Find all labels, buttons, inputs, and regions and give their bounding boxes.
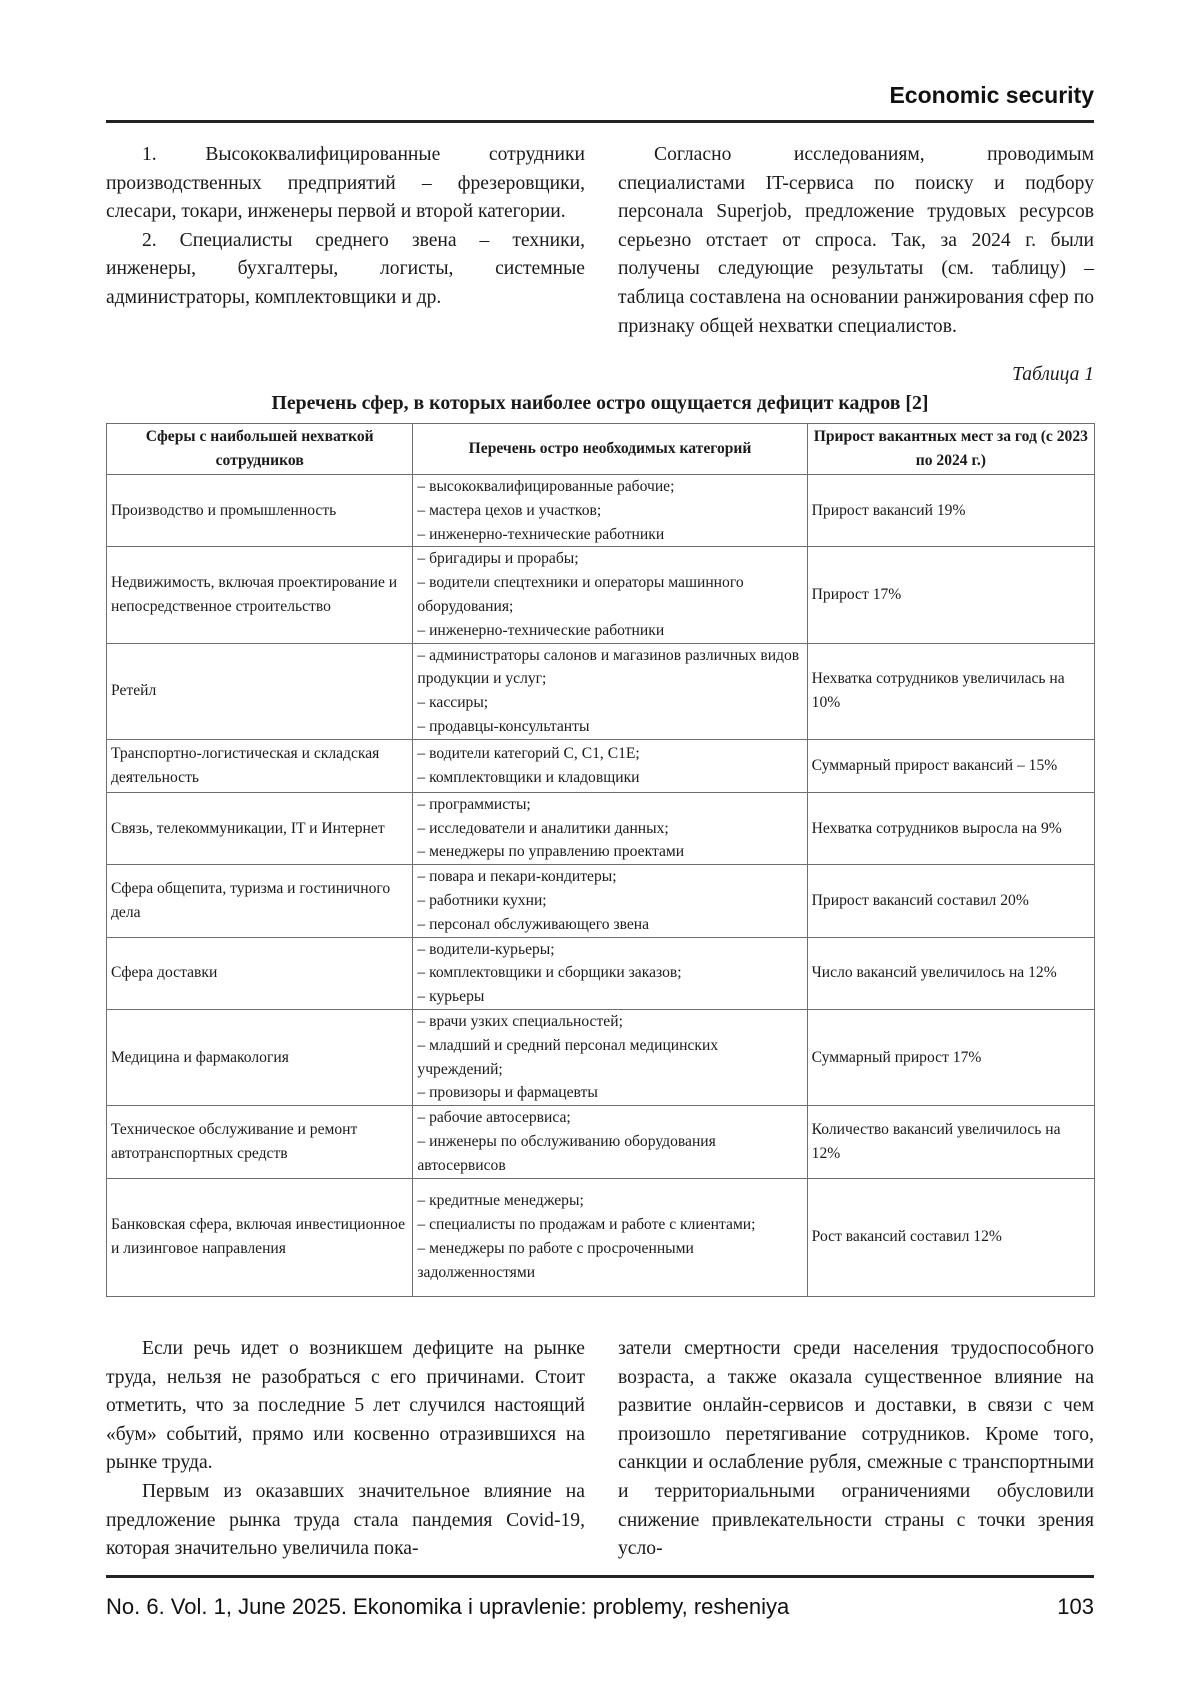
intro-right-column: [618, 141, 1094, 341]
body-right-column: [618, 1335, 1094, 1564]
cell-categories: [413, 1178, 807, 1296]
cell-sphere: Медицина и фармакология: [107, 1009, 413, 1105]
category-item: – кассиры;: [417, 694, 489, 712]
cell-categories: [413, 1106, 807, 1178]
category-item: – бригадиры и прорабы;: [417, 550, 579, 568]
cell-sphere: Транспортно-логистическая и складская деятельность: [107, 739, 413, 792]
category-item: – продавцы-консультанты: [417, 717, 590, 735]
cell-growth: Суммарный прирост вакансий – 15%: [807, 739, 1094, 792]
cell-sphere: Производство и промышленность: [107, 475, 413, 547]
paragraph: Если речь идет о возникшем дефиците на рынке труда, нельзя не разобраться с его причинами. Стоит отметить, что за последние 5 лет случился настоящий «бум» событий, прямо или косвенно отразившихся на рынке труда.: [106, 1338, 585, 1474]
cell-sphere: Связь, телекоммуникации, IT и Интернет: [107, 792, 413, 864]
category-item: – мастера цехов и участков;: [417, 501, 602, 519]
cell-categories: [413, 792, 807, 864]
cell-sphere: Сфера доставки: [107, 937, 413, 1009]
cell-growth: Нехватка сотрудников увеличилась на 10%: [807, 643, 1094, 739]
paragraph: 1. Высококвалифицированные сотрудники производственных предприятий – фрезеровщики, слесари, токари, инженеры первой и второй категории.: [106, 144, 585, 223]
category-item: – инженеры по обслуживанию оборудования автосервисов: [417, 1132, 716, 1174]
cell-categories: [413, 1009, 807, 1105]
cell-sphere: Банковская сфера, включая инвестиционное и лизинговое направления: [107, 1178, 413, 1296]
category-item: – провизоры и фармацевты: [417, 1084, 598, 1102]
cell-sphere: Сфера общепита, туризма и гостиничного дела: [107, 865, 413, 937]
paragraph: 2. Специалисты среднего звена – техники, инженеры, бухгалтеры, логисты, системные администраторы, комплектовщики и др.: [106, 229, 585, 308]
intro-left-column: [106, 141, 585, 313]
table-title: Перечень сфер, в которых наиболее остро ощущается дефицит кадров [2]: [271, 392, 929, 414]
category-item: – персонал обслуживающего звена: [417, 915, 650, 933]
cell-categories: [413, 865, 807, 937]
category-item: – водители спецтехники и операторы машинного оборудования;: [417, 574, 744, 615]
table-label: Таблица 1: [1012, 364, 1094, 385]
page-number: 103: [1057, 1594, 1094, 1619]
category-item: – младший и средний персонал медицинских учреждений;: [417, 1036, 719, 1078]
cell-growth: Нехватка сотрудников выросла на 9%: [807, 792, 1094, 864]
journal-citation: No. 6. Vol. 1, June 2025. Ekonomika i upravlenie: problemy, resheniya: [106, 1594, 790, 1619]
category-item: – высококвалифицированные рабочие;: [417, 478, 675, 495]
cell-growth: Суммарный прирост 17%: [807, 1009, 1094, 1105]
category-item: – инженерно-технические работники: [417, 525, 665, 543]
category-item: – менеджеры по управлению проектами: [417, 843, 685, 861]
category-item: – администраторы салонов и магазинов различных видов продукции и услуг;: [417, 646, 800, 688]
deficit-table: [106, 423, 1095, 1297]
column-header-growth: Прирост вакантных мест за год (с 2023 по 2024 г.): [807, 424, 1094, 475]
table-row: [107, 547, 1095, 643]
table-row: [107, 865, 1095, 937]
table-row: [107, 1106, 1095, 1178]
category-item: – комплектовщики и кладовщики: [417, 768, 640, 786]
cell-growth: Число вакансий увеличилось на 12%: [807, 937, 1094, 1009]
body-left-column: [106, 1335, 585, 1564]
cell-sphere: Техническое обслуживание и ремонт автотранспортных средств: [107, 1106, 413, 1178]
category-item: – комплектовщики и сборщики заказов;: [417, 964, 682, 982]
category-item: – программисты;: [417, 795, 531, 813]
table-row: [107, 792, 1095, 864]
cell-categories: [413, 475, 807, 547]
cell-growth: Прирост вакансий составил 20%: [807, 865, 1094, 937]
cell-growth: Прирост 17%: [807, 547, 1094, 643]
cell-growth: Рост вакансий составил 12%: [807, 1178, 1094, 1296]
category-item: – водители категорий C, C1, C1E;: [417, 744, 640, 762]
category-item: – курьеры: [417, 988, 485, 1006]
paragraph: Первым из оказавших значительное влияние на предложение рынка труда стала пандемия Covid-19, которая значительно увеличила пока-: [106, 1480, 585, 1560]
column-header-categories: Перечень остро необходимых категорий: [413, 424, 807, 475]
running-head-section-title: Economic security: [889, 82, 1094, 108]
paragraph: Согласно исследованиям, проводимым специалистами IT-сервиса по поиску и подбору персонала Superjob, предложение трудовых ресурсов серьезно отстает от спроса. Так, за 2024 г. были получены следующие результаты (см. таблицу) – таблица составлена на основании ранжирования сфер по признаку общей нехватки специалистов.: [618, 144, 1094, 337]
cell-categories: [413, 643, 807, 739]
cell-sphere: Ретейл: [107, 643, 413, 739]
page-footer: [106, 1594, 1094, 1620]
category-item: – инженерно-технические работники: [417, 621, 665, 639]
category-item: – менеджеры по работе с просроченными задолженностями: [417, 1240, 694, 1281]
table-row: [107, 475, 1095, 547]
footer-rule: [106, 1575, 1094, 1578]
cell-categories: [413, 937, 807, 1009]
category-item: – врачи узких специальностей;: [417, 1012, 623, 1030]
table-header-row: [107, 424, 1095, 475]
column-header-sphere: Сферы с наибольшей нехваткой сотрудников: [107, 424, 413, 475]
header-rule: [106, 120, 1094, 123]
category-item: – специалисты по продажам и работе с клиентами;: [417, 1216, 756, 1234]
category-item: – работники кухни;: [417, 891, 547, 909]
table-row: [107, 937, 1095, 1009]
category-item: – исследователи и аналитики данных;: [417, 819, 669, 837]
category-item: – кредитные менеджеры;: [417, 1192, 584, 1210]
cell-categories: [413, 547, 807, 643]
cell-sphere: Недвижимость, включая проектирование и непосредственное строительство: [107, 547, 413, 643]
paragraph: затели смертности среди населения трудоспособного возраста, а также оказала существенное влияние на развитие онлайн-сервисов и доставки, в связи с чем произошло перетягивание сотрудников. Кроме того, санкции и ослабление рубля, смежные с транспортными и территориальными ограничениями обусловили снижение привлекательности страны с точки зрения усло-: [618, 1338, 1094, 1560]
category-item: – водители-курьеры;: [417, 940, 555, 958]
category-item: – повара и пекари-кондитеры;: [417, 868, 617, 886]
table-row: [107, 739, 1095, 792]
table-row: [107, 1178, 1095, 1296]
cell-categories: [413, 739, 807, 792]
table-row: [107, 1009, 1095, 1105]
table-row: [107, 643, 1095, 739]
category-item: – рабочие автосервиса;: [417, 1109, 571, 1127]
cell-growth: Количество вакансий увеличилось на 12%: [807, 1106, 1094, 1178]
cell-growth: Прирост вакансий 19%: [807, 475, 1094, 547]
